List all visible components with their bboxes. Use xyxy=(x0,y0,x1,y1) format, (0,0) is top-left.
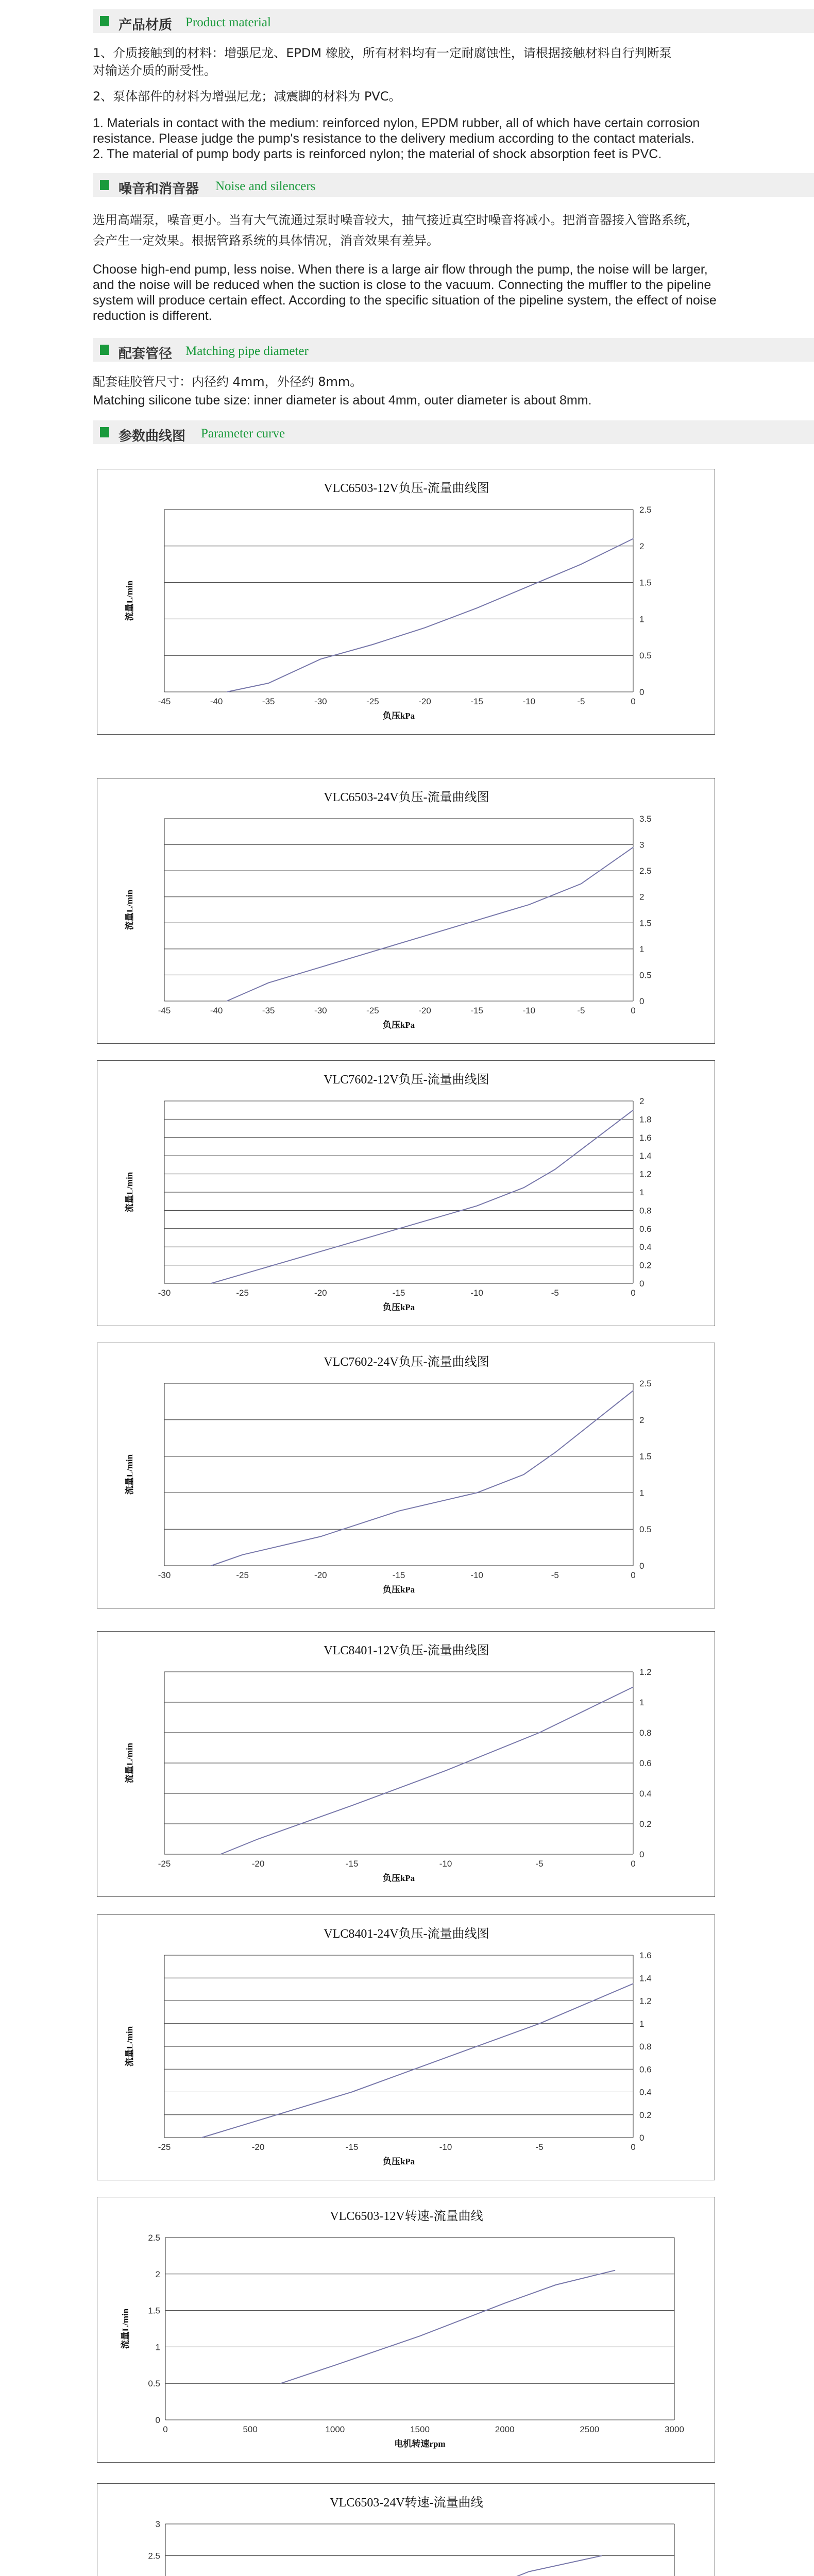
y-tick-label: 1 xyxy=(639,614,645,624)
y-tick-label: 0.5 xyxy=(639,651,652,661)
y-tick-label: 0 xyxy=(639,1279,645,1289)
x-tick-label: 2500 xyxy=(580,2425,600,2434)
series-line xyxy=(227,539,633,692)
y-tick-label: 1.2 xyxy=(639,1667,652,1677)
y-tick-label: 0.2 xyxy=(639,1260,652,1270)
x-tick-label: 0 xyxy=(631,1288,636,1298)
x-tick-label: -20 xyxy=(251,1859,265,1869)
y-tick-label: 2 xyxy=(639,892,645,902)
y-tick-label: 0.2 xyxy=(639,2110,652,2120)
section-title-cn: 配套管径 xyxy=(118,346,173,362)
chart-vlc6503-24v-rpm xyxy=(97,2483,715,2576)
material-en-line1: 1. Materials in contact with the medium: reinforced nylon, EPDM rubber, all of which have certain corrosion xyxy=(93,116,700,130)
x-tick-label: -40 xyxy=(210,697,223,706)
section-marker xyxy=(100,180,109,190)
series-line xyxy=(227,848,633,1001)
y-axis-label: 流量L/min xyxy=(125,1742,134,1784)
series-line xyxy=(221,1687,633,1855)
chart-title: VLC8401-24V负压-流量曲线图 xyxy=(324,1927,489,1941)
x-tick-label: -25 xyxy=(366,697,379,706)
x-tick-label: -10 xyxy=(470,1570,483,1580)
x-tick-label: -25 xyxy=(158,1859,171,1869)
y-tick-label: 0.4 xyxy=(639,1242,652,1252)
y-tick-label: 0 xyxy=(639,996,645,1006)
chart-svg xyxy=(97,1061,716,1327)
section-title-en: Matching pipe diameter xyxy=(185,344,309,358)
x-tick-label: -30 xyxy=(158,1288,171,1298)
section-header-pipe xyxy=(93,338,814,362)
noise-en-line2: and the noise will be reduced when the suction is close to the vacuum. Connecting the muffler to the pipeline xyxy=(93,278,711,292)
chart-title: VLC8401-12V负压-流量曲线图 xyxy=(324,1644,489,1657)
x-tick-label: -35 xyxy=(262,697,275,706)
y-tick-label: 1.5 xyxy=(148,2306,160,2316)
x-tick-label: -20 xyxy=(418,697,431,706)
section-title-cn: 产品材质 xyxy=(118,18,173,33)
noise-en-line1: Choose high-end pump, less noise. When there is a large air flow through the pump, the noise will be larger, xyxy=(93,262,708,277)
y-tick-label: 1.5 xyxy=(639,578,652,588)
chart-svg xyxy=(97,1915,716,2181)
y-tick-label: 0 xyxy=(639,1561,645,1571)
y-tick-label: 0.6 xyxy=(639,2064,652,2075)
y-tick-label: 2 xyxy=(639,1415,645,1425)
y-tick-label: 0 xyxy=(639,687,645,697)
x-tick-label: -30 xyxy=(158,1570,171,1580)
x-tick-label: -5 xyxy=(577,697,585,706)
section-marker xyxy=(100,16,109,26)
x-tick-label: 1000 xyxy=(325,2425,345,2434)
x-tick-label: 2000 xyxy=(495,2425,515,2434)
y-axis-label: 流量L/min xyxy=(121,2308,130,2349)
x-tick-label: -15 xyxy=(392,1288,405,1298)
series-line xyxy=(211,1391,633,1566)
data-point xyxy=(372,644,373,645)
y-tick-label: 1.2 xyxy=(639,1169,652,1179)
x-tick-label: -25 xyxy=(366,1006,379,1015)
material-cn-line1: 1、介质接触到的材料：增强尼龙、EPDM 橡胶，所有材料均有一定耐腐蚀性，请根据接触材料自行判断泵 xyxy=(93,46,672,60)
x-tick-label: -10 xyxy=(522,697,536,706)
data-point xyxy=(601,2555,602,2556)
x-tick-label: -10 xyxy=(470,1288,483,1298)
y-tick-label: 0 xyxy=(155,2415,160,2425)
x-tick-label: 0 xyxy=(631,1859,636,1869)
chart-vlc6503-24v-pressure xyxy=(97,778,715,1044)
x-tick-label: -45 xyxy=(158,697,171,706)
x-tick-label: -40 xyxy=(210,1006,223,1015)
material-en-line2: 2. The material of pump body parts is reinforced nylon; the material of shock absorption feet is PVC. xyxy=(93,147,662,161)
y-tick-label: 0 xyxy=(639,2133,645,2143)
x-axis-label: 负压kPa xyxy=(382,1585,415,1595)
y-axis-label: 流量L/min xyxy=(125,2026,134,2067)
chart-svg xyxy=(97,2484,716,2576)
y-tick-label: 0.8 xyxy=(639,2042,652,2052)
chart-title: VLC7602-24V负压-流量曲线图 xyxy=(324,1355,489,1369)
noise-cn-line2: 会产生一定效果。根据管路系统的具体情况，消音效果有差异。 xyxy=(93,233,439,248)
y-tick-label: 2 xyxy=(639,1096,645,1106)
y-tick-label: 0.8 xyxy=(639,1728,652,1738)
noise-en-line3: system will produce certain effect. According to the specific situation of the pipeline system, the effect of noise xyxy=(93,293,717,308)
y-tick-label: 1.4 xyxy=(639,1151,652,1161)
noise-cn-line1: 选用高端泵，噪音更小。当有大气流通过泵时噪音较大，抽气接近真空时噪音将减小。把消音器接入管路系统， xyxy=(93,213,699,227)
chart-title: VLC6503-24V负压-流量曲线图 xyxy=(324,791,489,804)
x-tick-label: -35 xyxy=(262,1006,275,1015)
chart-svg xyxy=(97,1343,716,1609)
x-tick-label: 1500 xyxy=(410,2425,430,2434)
y-axis-label: 流量L/min xyxy=(125,889,134,930)
x-axis-label: 电机转速rpm xyxy=(394,2439,446,2449)
x-tick-label: -5 xyxy=(535,2142,544,2152)
x-tick-label: -25 xyxy=(158,2142,171,2152)
material-cn-line1b: 对输送介质的耐受性。 xyxy=(93,63,216,78)
y-tick-label: 0.8 xyxy=(639,1206,652,1216)
chart-svg xyxy=(97,778,716,1044)
x-tick-label: 0 xyxy=(631,1006,636,1015)
x-axis-label: 负压kPa xyxy=(382,1020,415,1030)
x-tick-label: -10 xyxy=(439,2142,452,2152)
series-line xyxy=(202,1984,633,2138)
y-tick-label: 0.5 xyxy=(639,1524,652,1535)
chart-svg xyxy=(97,2197,716,2463)
y-tick-label: 2.5 xyxy=(639,866,652,876)
section-title-en: Product material xyxy=(185,15,271,29)
y-tick-label: 0.6 xyxy=(639,1758,652,1768)
series-line xyxy=(281,2270,615,2384)
x-tick-label: 0 xyxy=(631,697,636,706)
x-tick-label: -45 xyxy=(158,1006,171,1015)
chart-title: VLC7602-12V负压-流量曲线图 xyxy=(324,1073,489,1087)
data-point xyxy=(372,951,373,952)
x-tick-label: -5 xyxy=(551,1570,559,1580)
y-tick-label: 2.5 xyxy=(148,2233,160,2243)
chart-vlc7602-12v-pressure xyxy=(97,1060,715,1326)
y-tick-label: 1 xyxy=(639,2019,645,2029)
x-tick-label: -15 xyxy=(470,1006,483,1015)
noise-en-line4: reduction is different. xyxy=(93,309,212,323)
y-tick-label: 1.6 xyxy=(639,1132,652,1143)
y-axis-label: 流量L/min xyxy=(125,1172,134,1213)
y-tick-label: 1 xyxy=(639,1698,645,1707)
x-tick-label: -15 xyxy=(392,1570,405,1580)
x-tick-label: -15 xyxy=(345,2142,359,2152)
data-point xyxy=(242,1274,243,1275)
data-point xyxy=(398,1228,399,1229)
y-tick-label: 0.6 xyxy=(639,1224,652,1234)
x-tick-label: -15 xyxy=(345,1859,359,1869)
chart-vlc6503-12v-pressure xyxy=(97,469,715,735)
x-axis-label: 负压kPa xyxy=(382,1302,415,1312)
data-point xyxy=(555,2284,556,2285)
section-header-curve xyxy=(93,420,814,444)
y-tick-label: 1.8 xyxy=(639,1114,652,1125)
x-tick-label: -20 xyxy=(314,1288,327,1298)
chart-title: VLC6503-12V负压-流量曲线图 xyxy=(324,482,489,495)
chart-vlc7602-24v-pressure xyxy=(97,1343,715,1608)
y-tick-label: 0.5 xyxy=(639,970,652,980)
y-tick-label: 1.2 xyxy=(639,1996,652,2006)
data-point xyxy=(242,1554,243,1555)
chart-vlc6503-12v-rpm xyxy=(97,2197,715,2463)
material-cn-line2: 2、泵体部件的材料为增强尼龙；减震脚的材料为 PVC。 xyxy=(93,89,401,104)
y-tick-label: 1 xyxy=(639,1488,645,1498)
section-header-material xyxy=(93,9,814,33)
y-tick-label: 1 xyxy=(155,2342,160,2352)
x-tick-label: -25 xyxy=(236,1288,249,1298)
chart-svg xyxy=(97,469,716,735)
chart-vlc8401-12v-pressure xyxy=(97,1631,715,1897)
series-line xyxy=(211,1110,633,1283)
section-title-cn: 参数曲线图 xyxy=(118,429,186,444)
y-tick-label: 0 xyxy=(639,1850,645,1859)
pipe-en-line1: Matching silicone tube size: inner diameter is about 4mm, outer diameter is about 8mm. xyxy=(93,393,592,408)
section-title-en: Parameter curve xyxy=(201,427,285,440)
x-tick-label: -10 xyxy=(439,1859,452,1869)
y-tick-label: 1 xyxy=(639,1188,645,1197)
y-tick-label: 2 xyxy=(639,541,645,551)
x-tick-label: -5 xyxy=(551,1288,559,1298)
material-en-line1b: resistance. Please judge the pump's resistance to the delivery medium according to the contact materials. xyxy=(93,131,694,146)
y-tick-label: 0.2 xyxy=(639,1819,652,1829)
x-tick-label: -20 xyxy=(418,1006,431,1015)
y-tick-label: 1.5 xyxy=(639,918,652,928)
x-tick-label: -25 xyxy=(236,1570,249,1580)
data-point xyxy=(320,967,321,968)
x-tick-label: -20 xyxy=(314,1570,327,1580)
x-tick-label: 0 xyxy=(631,2142,636,2152)
y-tick-label: 3 xyxy=(155,2519,160,2529)
y-tick-label: 1 xyxy=(639,944,645,954)
x-tick-label: -20 xyxy=(251,2142,265,2152)
data-point xyxy=(351,1805,352,1806)
y-tick-label: 1.5 xyxy=(639,1451,652,1462)
data-point xyxy=(268,982,269,983)
y-tick-label: 2.5 xyxy=(148,2551,160,2561)
section-marker xyxy=(100,427,109,437)
y-tick-label: 2.5 xyxy=(639,505,652,515)
x-tick-label: 0 xyxy=(631,1570,636,1580)
chart-title: VLC6503-24V转速-流量曲线 xyxy=(330,2496,483,2510)
x-tick-label: -5 xyxy=(535,1859,544,1869)
y-tick-label: 0.4 xyxy=(639,1789,652,1799)
y-tick-label: 0.4 xyxy=(639,2087,652,2097)
x-tick-label: -30 xyxy=(314,1006,327,1015)
y-tick-label: 2.5 xyxy=(639,1379,652,1388)
data-point xyxy=(320,1536,321,1537)
x-tick-label: 0 xyxy=(163,2425,168,2434)
data-point xyxy=(201,2137,202,2138)
section-marker xyxy=(100,345,109,355)
y-tick-label: 2 xyxy=(155,2269,160,2279)
chart-title: VLC6503-12V转速-流量曲线 xyxy=(330,2210,483,2223)
y-axis-label: 流量L/min xyxy=(125,580,134,621)
x-tick-label: -30 xyxy=(314,697,327,706)
x-tick-label: 500 xyxy=(243,2425,258,2434)
y-tick-label: 3.5 xyxy=(639,814,652,824)
pipe-cn-line1: 配套硅胶管尺寸：内径约 4mm，外径约 8mm。 xyxy=(93,375,363,389)
section-title-en: Noise and silencers xyxy=(215,179,316,193)
x-axis-label: 负压kPa xyxy=(382,711,415,721)
y-tick-label: 1.6 xyxy=(639,1951,652,1960)
x-tick-label: 3000 xyxy=(665,2425,684,2434)
x-tick-label: -10 xyxy=(522,1006,536,1015)
y-tick-label: 0.5 xyxy=(148,2379,160,2389)
x-axis-label: 负压kPa xyxy=(382,1873,415,1883)
chart-vlc8401-24v-pressure xyxy=(97,1914,715,2180)
y-axis-label: 流量L/min xyxy=(125,1454,134,1495)
y-tick-label: 1.4 xyxy=(639,1973,652,1984)
x-tick-label: -5 xyxy=(577,1006,585,1015)
data-point xyxy=(445,1770,446,1771)
series-line xyxy=(260,2556,602,2576)
x-tick-label: -15 xyxy=(470,697,483,706)
y-tick-label: 3 xyxy=(639,840,645,850)
chart-svg xyxy=(97,1632,716,1897)
data-point xyxy=(523,1474,524,1475)
section-header-noise xyxy=(93,173,814,197)
x-axis-label: 负压kPa xyxy=(382,2157,415,2166)
data-point xyxy=(280,2383,281,2384)
section-title-cn: 噪音和消音器 xyxy=(118,181,199,197)
